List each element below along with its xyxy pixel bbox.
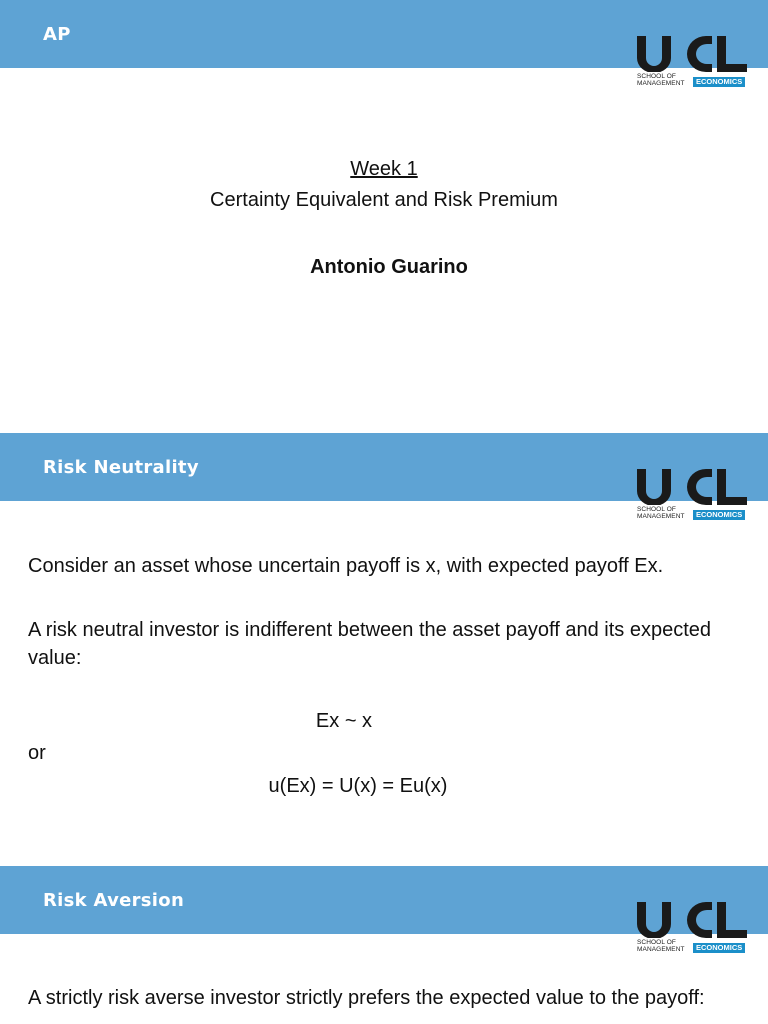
slide-risk-neutrality <box>0 433 768 866</box>
week-label: Week 1 <box>350 158 418 180</box>
formula-utility: u(Ex) = U(x) = Eu(x) <box>268 775 448 797</box>
paragraph-asset: Consider an asset whose uncertain payoff is x, with expected payoff Ex. <box>28 555 664 577</box>
banner-title: Risk Aversion <box>43 890 185 911</box>
slide-subtitle: Certainty Equivalent and Risk Premium <box>210 189 558 211</box>
ucl-logo <box>637 902 747 956</box>
logo-economics-badge: ECONOMICS <box>693 77 745 87</box>
author-name: Antonio Guarino <box>310 256 468 278</box>
paragraph-risk-averse: A strictly risk averse investor strictly prefers the expected value to the payoff: <box>28 987 705 1009</box>
logo-school-text: SCHOOL OF MANAGEMENT <box>637 506 685 520</box>
slide-risk-aversion <box>0 866 768 1024</box>
banner-title: AP <box>43 24 71 45</box>
logo-school-text: SCHOOL OF MANAGEMENT <box>637 939 685 953</box>
text-or: or <box>28 742 46 764</box>
ucl-wordmark-icon <box>637 902 747 938</box>
formula-indifference: Ex ~ x <box>315 710 373 732</box>
paragraph-risk-neutral: A risk neutral investor is indifferent between the asset payoff and its expected value: <box>28 619 711 669</box>
banner-title: Risk Neutrality <box>43 457 199 478</box>
ucl-wordmark-icon <box>637 36 747 72</box>
logo-economics-badge: ECONOMICS <box>693 510 745 520</box>
logo-school-text: SCHOOL OF MANAGEMENT <box>637 73 685 87</box>
slide-title <box>0 0 768 433</box>
logo-economics-badge: ECONOMICS <box>693 943 745 953</box>
ucl-wordmark-icon <box>637 469 747 505</box>
ucl-logo <box>637 469 747 523</box>
ucl-logo <box>637 36 747 90</box>
